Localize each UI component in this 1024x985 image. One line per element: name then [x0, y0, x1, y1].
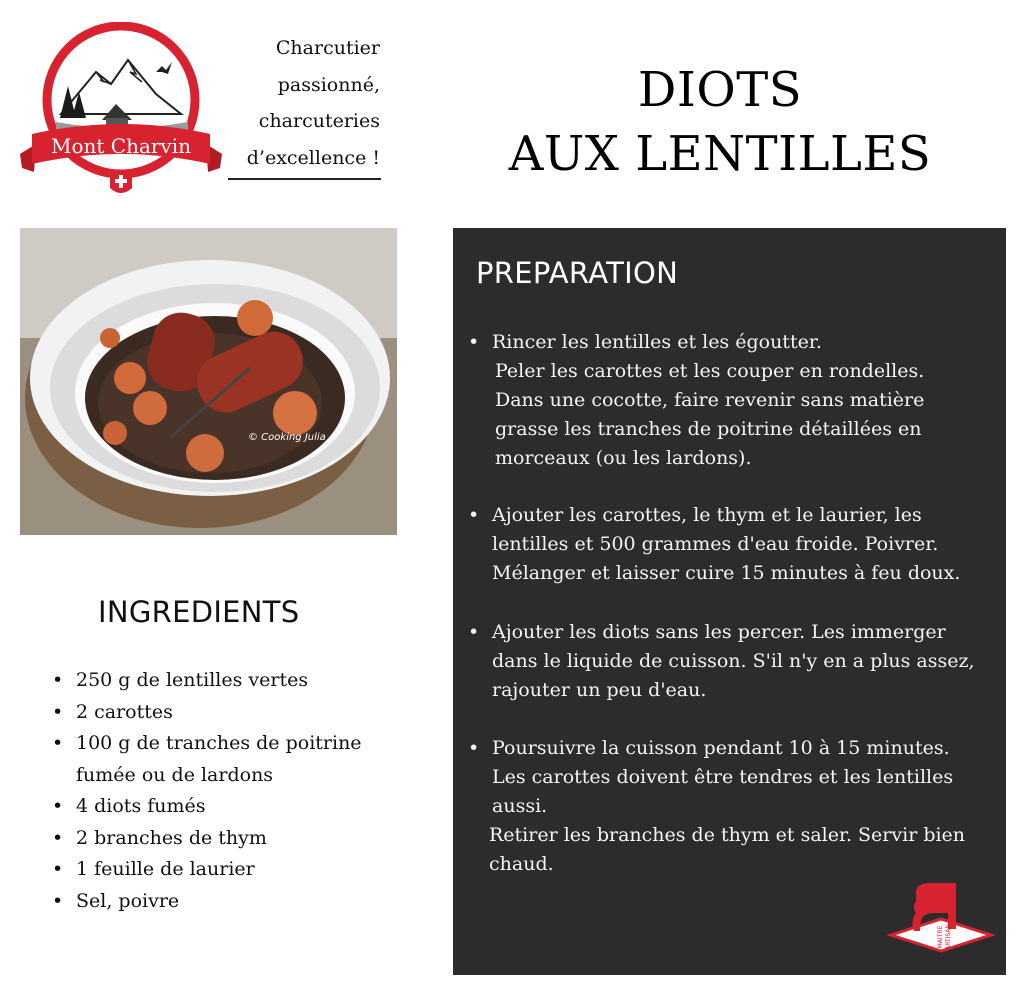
step-line: grasse les tranches de poitrine détaillées en [495, 418, 922, 440]
ingredient-text: fumée ou de lardons [76, 763, 274, 786]
preparation-heading: PREPARATION [476, 256, 679, 290]
preparation-panel [453, 228, 1006, 975]
step-line: Peler les carottes et les couper en rondelles. [495, 360, 925, 382]
tagline-line: passionné, [277, 73, 380, 96]
maitre-artisan-logo [886, 883, 996, 963]
step-line: aussi. [492, 795, 548, 817]
step-line: Dans une cocotte, faire revenir sans matière [495, 389, 925, 411]
step-line: Les carottes doivent être tendres et les lentilles [492, 766, 954, 788]
preparation-step [468, 501, 988, 588]
ingredient-text: Sel, poivre [76, 889, 180, 912]
dish-illustration [20, 228, 397, 535]
preparation-step [468, 328, 988, 473]
bullet-icon: • [468, 504, 480, 526]
step-line: chaud. [489, 853, 554, 875]
ingredient-text: 2 branches de thym [76, 826, 267, 849]
step-line: Retirer les branches de thym et saler. Servir bien [489, 824, 966, 846]
mont-charvin-logo [16, 22, 226, 202]
ingredient-item [50, 886, 390, 918]
tagline-line: Charcutier [275, 37, 380, 59]
tagline-line: charcuteries [258, 110, 380, 132]
step-line: lentilles et 500 grammes d'eau froide. Poivrer. [492, 533, 939, 555]
ingredients-heading: INGREDIENTS [98, 595, 300, 629]
recipe-title-line-1: DIOTS [637, 62, 803, 118]
step-line: Ajouter les diots sans les percer. Les immerger [492, 621, 946, 643]
ingredient-item [50, 697, 390, 729]
dish-photo [20, 228, 397, 535]
ingredient-text: 2 carottes [76, 700, 173, 723]
tagline-divider [228, 178, 381, 180]
preparation-step [468, 734, 988, 879]
ingredients-list [50, 665, 390, 917]
photo-credit: © Cooking Julia [248, 432, 326, 443]
ingredient-item [50, 665, 390, 697]
step-line: Mélanger et laisser cuire 15 minutes à feu doux. [492, 562, 961, 584]
recipe-title [460, 58, 980, 186]
step-line: dans le liquide de cuisson. S'il n'y en a plus assez, [492, 650, 975, 672]
svg-text:ARTISAN: ARTISAN [945, 924, 952, 950]
ingredient-item [50, 728, 390, 791]
bullet-icon: • [468, 621, 480, 643]
bullet-icon: • [468, 331, 480, 353]
svg-text:MAITRE: MAITRE [937, 925, 944, 949]
bullet-icon: • [468, 737, 480, 759]
ingredient-text: 250 g de lentilles vertes [76, 669, 309, 691]
ingredient-text: 1 feuille de laurier [76, 858, 255, 880]
ingredient-item [50, 823, 390, 855]
ingredient-item [50, 854, 390, 886]
step-line: rajouter un peu d'eau. [492, 679, 707, 701]
ingredient-item [50, 791, 390, 823]
recipe-title-line-2: AUX LENTILLES [508, 126, 932, 182]
logo-text: Mont Charvin [50, 134, 192, 158]
brand-tagline [228, 30, 380, 176]
step-line: morceaux (ou les lardons). [495, 447, 752, 469]
step-line: Rincer les lentilles et les égoutter. [492, 331, 822, 353]
ingredient-text: 100 g de tranches de poitrine [76, 732, 362, 754]
step-line: Ajouter les carottes, le thym et le laurier, les [492, 504, 922, 526]
step-line: Poursuivre la cuisson pendant 10 à 15 minutes. [492, 737, 950, 759]
ingredient-text: 4 diots fumés [76, 795, 206, 817]
tagline-line: d’excellence ! [246, 146, 380, 169]
preparation-step [468, 618, 988, 705]
